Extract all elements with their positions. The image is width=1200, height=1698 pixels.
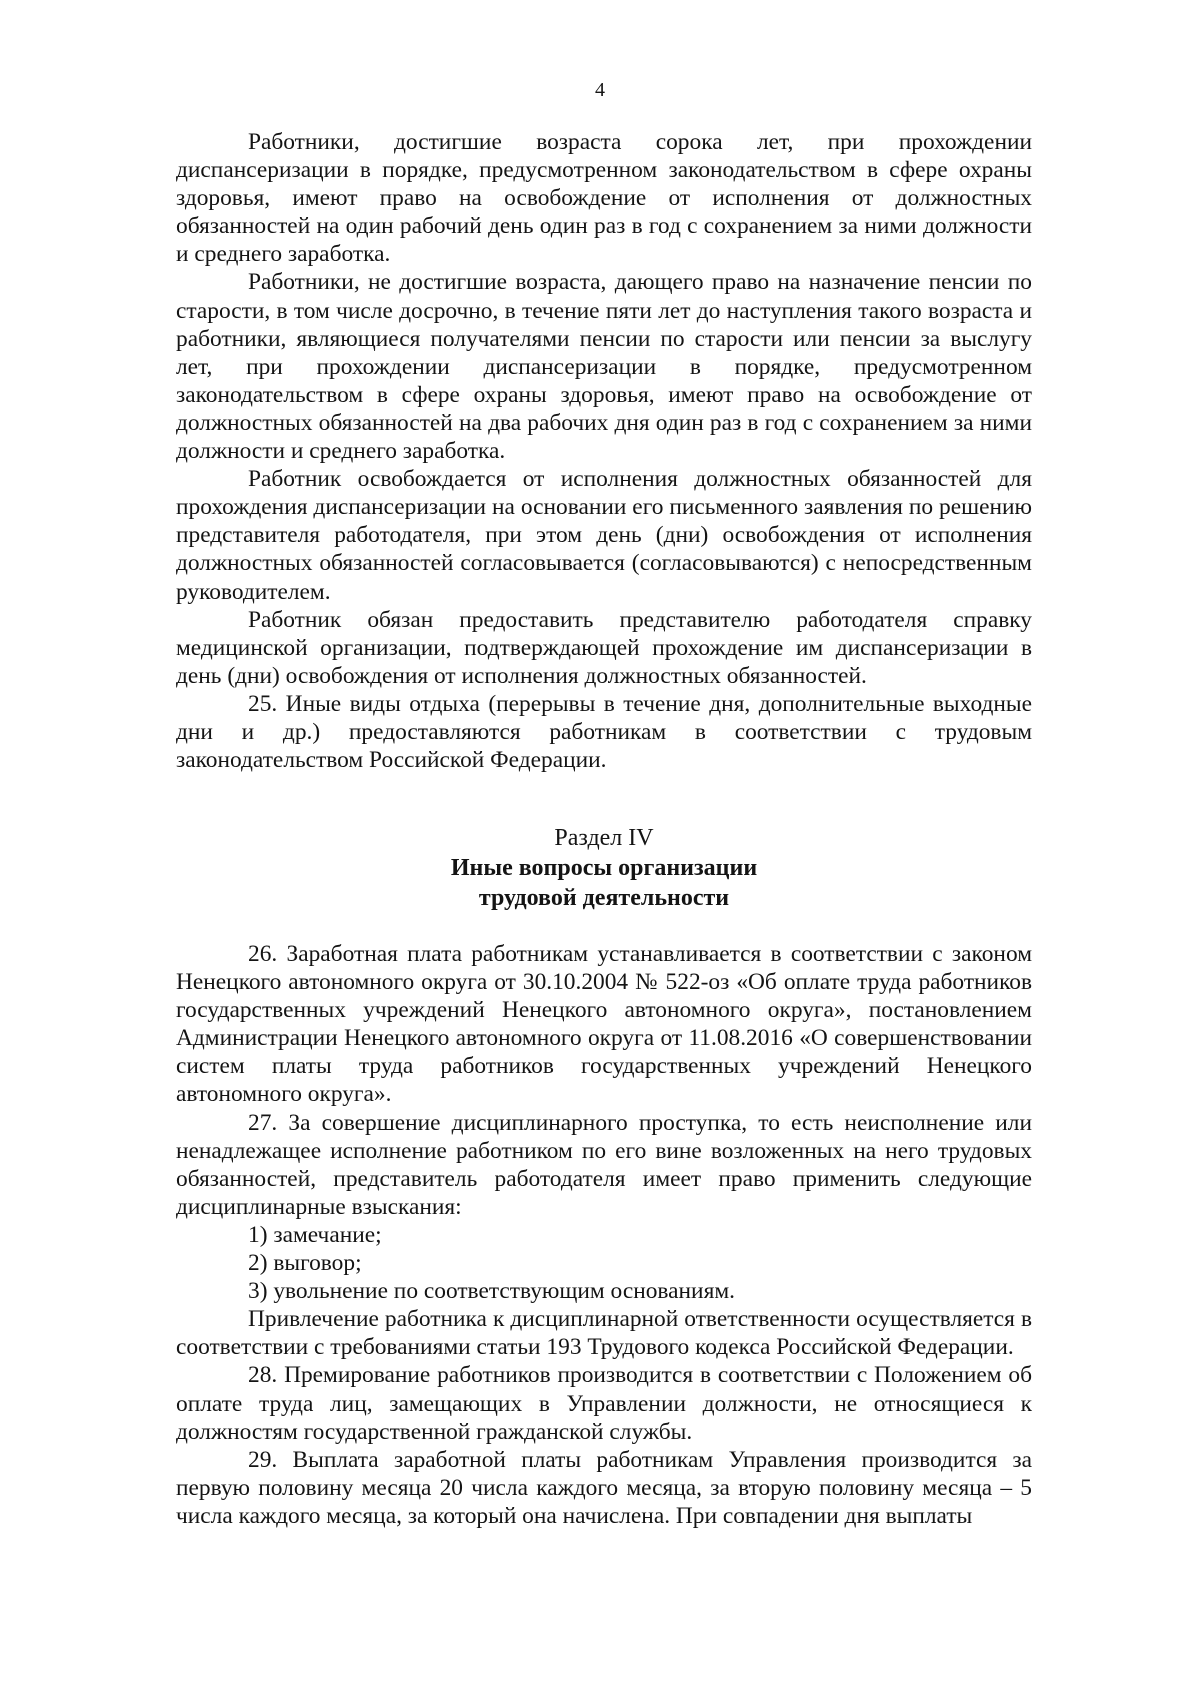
paragraph-25: 25. Иные виды отдыха (перерывы в течение дня, дополнительные выходные дни и др.) предоставляются работникам в соответствии с трудовым законодательством Российской Федерации. — [176, 690, 1032, 774]
paragraph-27: 27. За совершение дисциплинарного проступка, то есть неисполнение или ненадлежащее исполнение работником по его вине возложенных на него трудовых обязанностей, представитель работодателя имеет право применить следующие дисциплинарные взыскания: — [176, 1109, 1032, 1220]
list-item: 2) выговор; — [248, 1250, 362, 1277]
paragraph: Работник обязан предоставить представителю работодателя справку медицинской организации, подтверждающей прохождение им диспансеризации в день (дни) освобождения от исполнения должностных обязанностей. — [176, 606, 1032, 689]
body-bottom — [176, 940, 1032, 1530]
section-title-line-1: Иные вопросы организации — [450, 855, 758, 881]
section-label: Раздел IV — [554, 825, 654, 851]
paragraph-26: 26. Заработная плата работникам устанавливается в соответствии с законом Ненецкого автономного округа от 30.10.2004 № 522-оз «Об оплате труда работников государственных учреждений Ненецкого автономного округа», постановлением Администрации Ненецкого автономного округа от 11.08.2016 «О совершенствовании систем платы труда работников государственных учреждений Ненецкого автономного округа». — [176, 941, 1032, 1108]
paragraph-29: 29. Выплата заработной платы работникам Управления производится за первую половину месяца 20 числа каждого месяца, за вторую половину месяца – 5 числа каждого месяца, за который она начислена. При совпадении дня выплаты — [176, 1446, 1032, 1529]
paragraph: Работники, достигшие возраста сорока лет, при прохождении диспансеризации в порядке, предусмотренном законодательством в сфере охраны здоровья, имеют право на освобождение от исполнения от должностных обязанностей на один рабочий день один раз в год с сохранением за ними должности и среднего заработка. — [176, 129, 1032, 268]
paragraph-28: 28. Премирование работников производится в соответствии с Положением об оплате труда лиц, замещающих в Управлении должности, не относящиеся к должностям государственной гражданской службы. — [176, 1362, 1032, 1445]
section-heading — [176, 823, 1032, 913]
page-number: 4 — [595, 79, 605, 101]
paragraph-27-continued: Привлечение работника к дисциплинарной ответственности осуществляется в соответствии с требованиями статьи 193 Трудового кодекса Российской Федерации. — [176, 1306, 1032, 1361]
body-top — [176, 128, 1032, 774]
list-item: 1) замечание; — [248, 1221, 382, 1248]
list-item: 3) увольнение по соответствующим основаниям. — [248, 1278, 735, 1305]
paragraph: Работник освобождается от исполнения должностных обязанностей для прохождения диспансеризации на основании его письменного заявления по решению представителя работодателя, при этом день (дни) освобождения от исполнения должностных обязанностей согласовывается (согласовываются) с непосредственным руководителем. — [176, 466, 1032, 605]
section-title-line-2: трудовой деятельности — [478, 885, 730, 911]
paragraph: Работники, не достигшие возраста, дающего право на назначение пенсии по старости, в том числе досрочно, в течение пяти лет до наступления такого возраста и работники, являющиеся получателями пенсии по старости или пенсии за выслугу лет, при прохождении диспансеризации в порядке, предусмотренном законодательством в сфере охраны здоровья, имеют право на освобождение от должностных обязанностей на два рабочих дня один раз в год с сохранением за ними должности и среднего заработка. — [176, 269, 1032, 465]
